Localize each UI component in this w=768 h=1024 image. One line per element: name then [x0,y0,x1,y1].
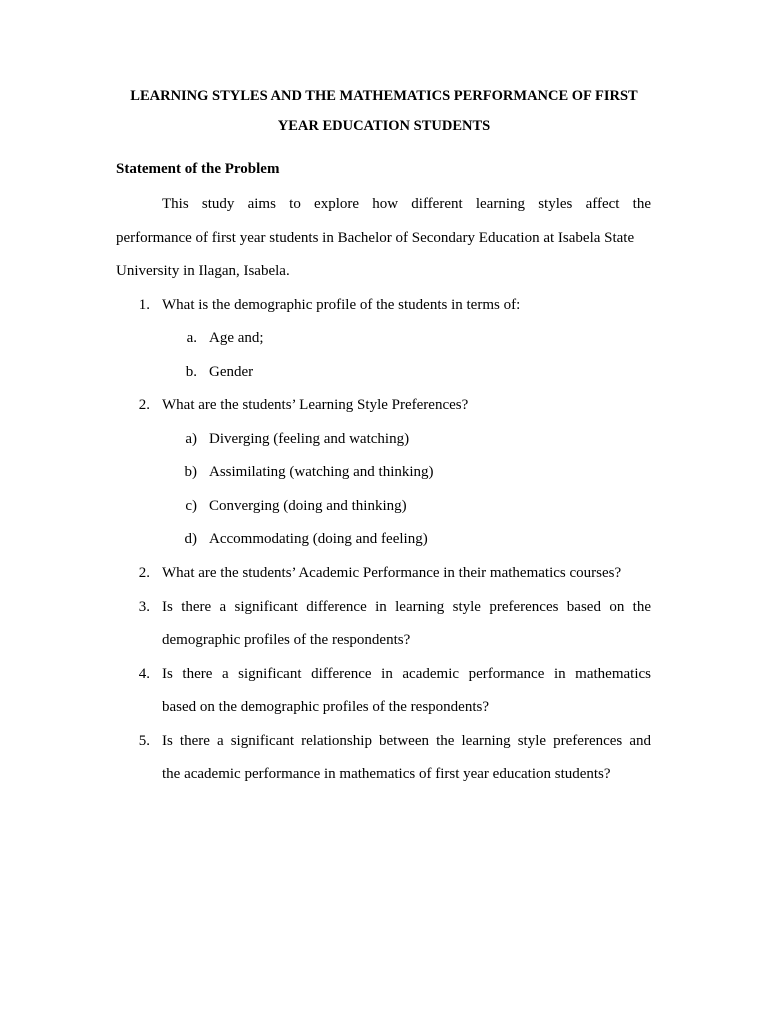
list-item-text: What is the demographic profile of the students in terms of: [162,297,521,313]
list-number: 2. [138,565,150,581]
intro-line-2: performance of first year students in Bachelor of Secondary Education at Isabela State [116,230,635,246]
list-number: 1. [138,297,150,313]
intro-line-3: University in Ilagan, Isabela. [116,263,290,279]
list-item-text: What are the students’ Learning Style Preferences? [162,397,469,413]
list-number: 5. [138,733,150,749]
list-number: 2. [138,397,150,413]
sub-list-marker: c) [185,498,197,514]
list-item-text: What are the students’ Academic Performance in their mathematics courses? [162,565,622,581]
sub-list-text: Gender [209,364,254,380]
sub-list-marker: a. [186,330,197,346]
sub-list-text: Accommodating (doing and feeling) [209,531,428,547]
list-item-text: Is there a significant relationship between the learning style preferences and [162,733,651,749]
list-item-text: Is there a significant difference in learning style preferences based on the [162,599,651,615]
sub-list-marker: a) [185,431,197,447]
list-number: 4. [138,666,150,682]
sub-list-text: Converging (doing and thinking) [209,498,407,514]
sub-list-marker: b) [184,464,197,480]
sub-list-marker: b. [185,364,197,380]
sub-list-text: Assimilating (watching and thinking) [209,464,434,480]
section-heading: Statement of the Problem [116,161,280,177]
list-item-text: Is there a significant difference in academic performance in mathematics [162,666,651,682]
sub-list-text: Age and; [209,330,264,346]
title-line-2: YEAR EDUCATION STUDENTS [277,118,491,134]
list-number: 3. [138,599,150,615]
list-item-continuation: based on the demographic profiles of the respondents? [162,699,489,715]
sub-list-text: Diverging (feeling and watching) [209,431,410,447]
list-item-continuation: demographic profiles of the respondents? [162,632,411,648]
list-item-continuation: the academic performance in mathematics of first year education students? [162,766,611,782]
title-line-1: LEARNING STYLES AND THE MATHEMATICS PERFORMANCE OF FIRST [130,88,638,104]
intro-line-1: This study aims to explore how different learning styles affect the [162,196,651,212]
sub-list-marker: d) [184,531,197,547]
